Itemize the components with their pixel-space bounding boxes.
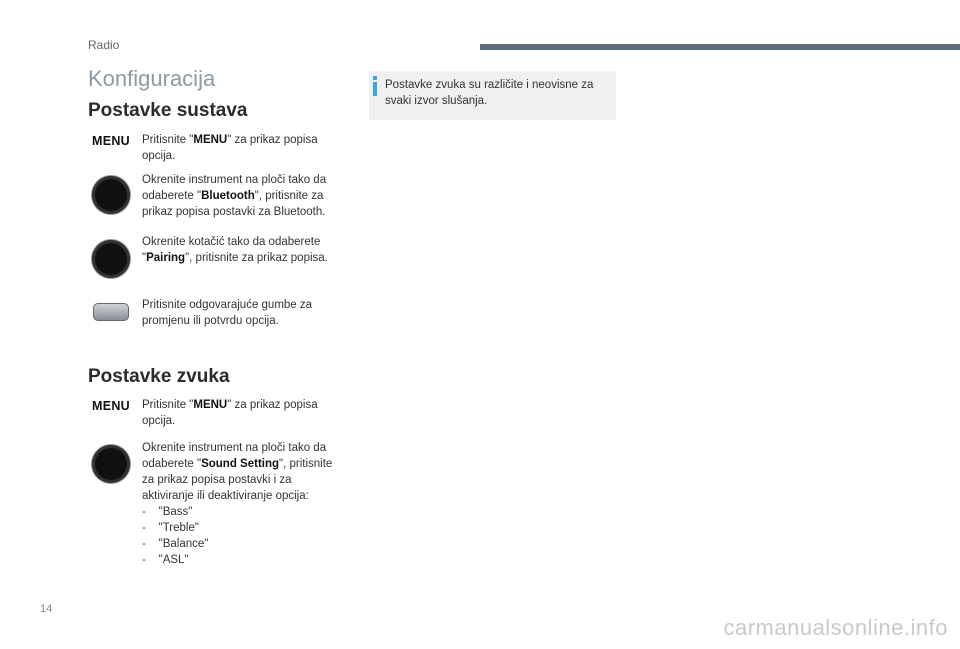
knob-icon	[92, 240, 130, 278]
knob-icon	[92, 445, 130, 483]
step-text: Pritisnite "MENU" za prikaz popisa opcija.	[142, 399, 318, 427]
option-bass: - "Bass"	[142, 506, 193, 518]
system-settings-heading: Postavke sustava	[88, 100, 248, 121]
info-icon	[371, 76, 379, 96]
header-section-label: Radio	[88, 38, 120, 52]
step-text: Okrenite kotačić tako da odaberete "Pairing", pritisnite za prikaz popisa.	[142, 236, 328, 264]
watermark: carmanualsonline.info	[723, 615, 948, 640]
page-title: Konfiguracija	[88, 66, 216, 91]
sound-settings-heading: Postavke zvuka	[88, 366, 230, 387]
info-note-text: Postavke zvuka su različite i neovisne za svaki izvor slušanja.	[385, 79, 594, 107]
step-text: Pritisnite odgovarajuće gumbe za promjenu ili potvrdu opcija.	[142, 299, 313, 327]
menu-button-icon: MENU	[91, 399, 130, 413]
rocker-button-icon	[93, 303, 129, 321]
knob-icon	[92, 176, 130, 214]
option-treble: - "Treble"	[142, 522, 199, 534]
page-number: 14	[40, 603, 53, 615]
step-text: Pritisnite "MENU" za prikaz popisa opcija.	[142, 134, 318, 162]
step-text: Okrenite instrument na ploči tako da odaberete "Sound Setting", pritisnite za prikaz popisa postavki i za aktiviranje ili deaktiviranje opcija: - "Bass" - "Treble" - "Balance" - "ASL"	[142, 440, 342, 568]
menu-button-icon: MENU	[91, 134, 130, 148]
step-text: Okrenite instrument na ploči tako da odaberete "Bluetooth", pritisnite za prikaz popisa postavki za Bluetooth.	[142, 174, 327, 218]
option-balance: - "Balance"	[142, 538, 209, 550]
header-bar	[480, 44, 960, 50]
option-asl: - "ASL"	[142, 554, 189, 566]
info-note	[369, 71, 616, 120]
